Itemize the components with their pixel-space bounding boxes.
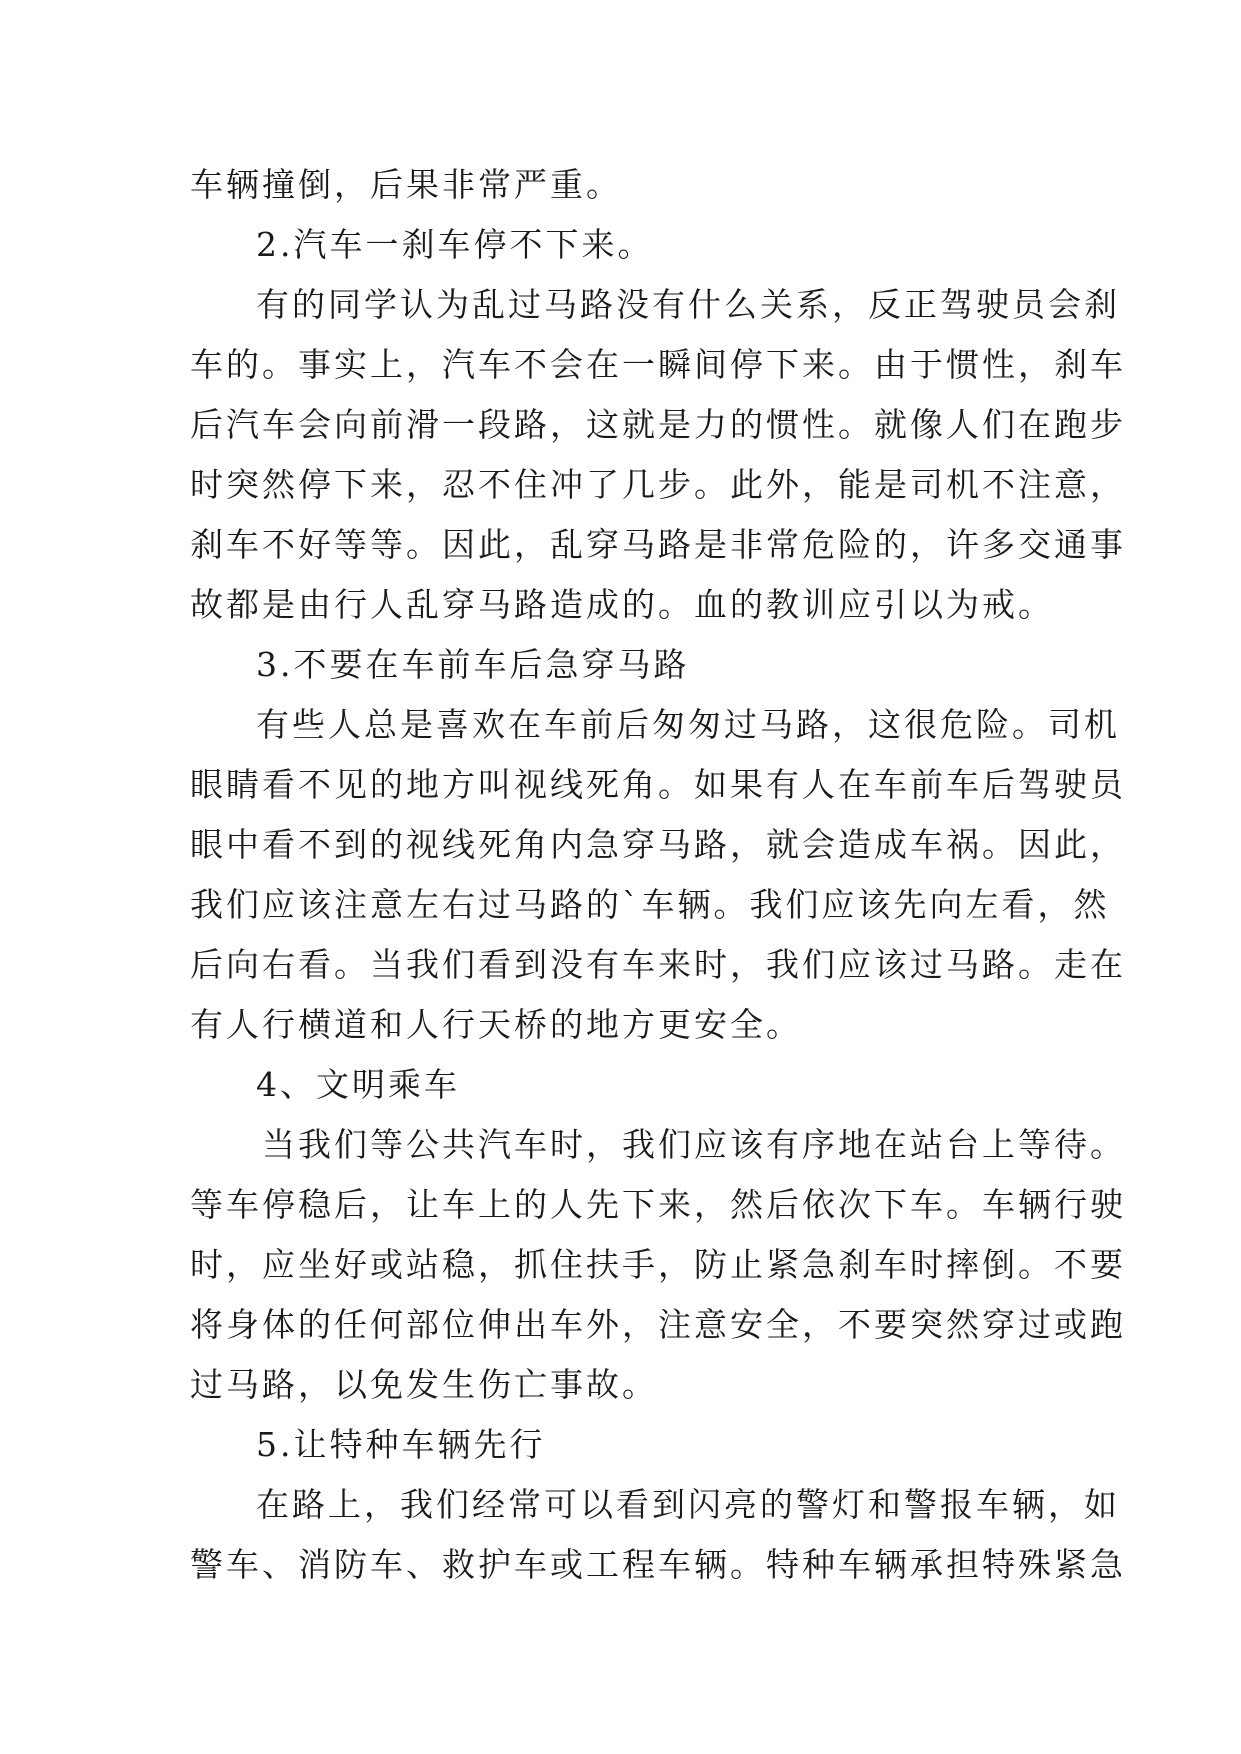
section-heading: 5.让特种车辆先行 — [256, 1425, 546, 1464]
paragraph-line: 故都是由行人乱穿马路造成的。血的教训应引以为戒。 — [190, 585, 1054, 624]
paragraph-line: 警车、消防车、救护车或工程车辆。特种车辆承担特殊紧急 — [190, 1545, 1126, 1584]
paragraph-line: 当我们等公共汽车时，我们应该有序地在站台上等待。 — [262, 1125, 1126, 1164]
paragraph-line: 时，应坐好或站稳，抓住扶手，防止紧急刹车时摔倒。不要 — [190, 1245, 1126, 1284]
paragraph-line: 有人行横道和人行天桥的地方更安全。 — [190, 1005, 802, 1044]
paragraph-line: 我们应该注意左右过马路的`车辆。我们应该先向左看，然 — [190, 885, 1110, 924]
section-heading: 4、文明乘车 — [256, 1065, 460, 1104]
paragraph-line: 眼睛看不见的地方叫视线死角。如果有人在车前车后驾驶员 — [190, 765, 1126, 804]
paragraph-line: 有些人总是喜欢在车前后匆匆过马路，这很危险。司机 — [256, 705, 1120, 744]
paragraph-line: 有的同学认为乱过马路没有什么关系，反正驾驶员会刹 — [256, 285, 1120, 324]
paragraph-line: 眼中看不到的视线死角内急穿马路，就会造成车祸。因此， — [190, 825, 1126, 864]
paragraph-line: 过马路，以免发生伤亡事故。 — [190, 1365, 658, 1404]
paragraph-line: 后汽车会向前滑一段路，这就是力的惯性。就像人们在跑步 — [190, 405, 1126, 444]
section-heading: 2.汽车一刹车停不下来。 — [256, 225, 654, 264]
paragraph-line: 在路上，我们经常可以看到闪亮的警灯和警报车辆，如 — [256, 1485, 1120, 1524]
section-heading: 3.不要在车前车后急穿马路 — [256, 645, 690, 684]
paragraph-line: 后向右看。当我们看到没有车来时，我们应该过马路。走在 — [190, 945, 1126, 984]
document-body — [190, 155, 1126, 1595]
paragraph-line: 刹车不好等等。因此，乱穿马路是非常危险的，许多交通事 — [190, 525, 1126, 564]
text-line: 车辆撞倒，后果非常严重。 — [190, 165, 622, 204]
paragraph-line: 等车停稳后，让车上的人先下来，然后依次下车。车辆行驶 — [190, 1185, 1126, 1224]
paragraph-line: 车的。事实上，汽车不会在一瞬间停下来。由于惯性，刹车 — [190, 345, 1126, 384]
paragraph-line: 将身体的任何部位伸出车外，注意安全，不要突然穿过或跑 — [190, 1305, 1126, 1344]
paragraph-line: 时突然停下来，忍不住冲了几步。此外，能是司机不注意， — [190, 465, 1126, 504]
